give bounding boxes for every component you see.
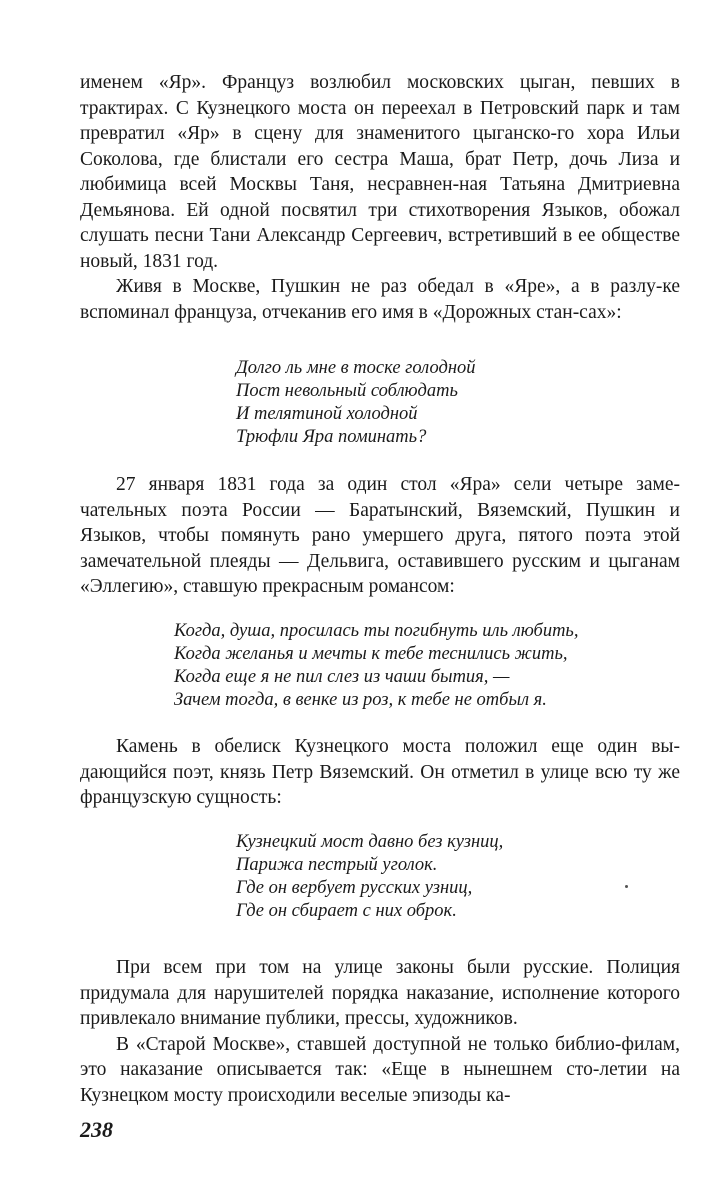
verse-line: Кузнецкий мост давно без кузниц, <box>236 832 504 852</box>
verse-line: Где он сбирает с них оброк. <box>236 901 457 921</box>
scan-speck <box>625 885 628 888</box>
verse-line: Трюфли Яра поминать? <box>236 427 427 447</box>
verse-line: Пост невольный соблюдать <box>236 381 458 401</box>
verse-line: Зачем тогда, в венке из роз, к тебе не отбыл я. <box>174 690 547 710</box>
verse-line: Долго ль мне в тоске голодной <box>236 358 476 378</box>
paragraph: 27 января 1831 года за один стол «Яра» сели четыре заме-чательных поэта России — Баратынский, Вяземский, Пушкин и Языков, чтобы помянуть рано умершего друга, пятого поэта этой замечательной плеяды — Дельвига, оставившего русским и цыганам «Эллегию», ставшую прекрасным романсом: <box>80 474 680 597</box>
paragraph: В «Старой Москве», ставшей доступной не только библио-филам, это наказание описывается так: «Еще в нынешнем сто-летии на Кузнецком мосту происходили веселые эпизоды ка- <box>80 1033 680 1106</box>
prose-block-4 <box>80 955 680 1108</box>
verse-line: Где он вербует русских узниц, <box>236 878 473 898</box>
verse-line: Когда, душа, просилась ты погибнуть иль любить, <box>174 621 579 641</box>
verse-line: Когда еще я не пил слез из чаши бытия, — <box>174 667 510 687</box>
paragraph: Камень в обелиск Кузнецкого моста положил еще один вы-дающийся поэт, князь Петр Вяземский. Он отметил в улице всю ту же французскую сущность: <box>80 736 680 808</box>
paragraph: Живя в Москве, Пушкин не раз обедал в «Яре», а в разлу-ке вспоминал француза, отчеканив его имя в «Дорожных стан-сах»: <box>80 276 680 323</box>
verse-block-2 <box>174 620 578 712</box>
verse-line: Парижа пестрый уголок. <box>236 855 438 875</box>
prose-block-2 <box>80 472 680 600</box>
verse-block-3 <box>236 831 503 923</box>
paragraph: именем «Яр». Француз возлюбил московских цыган, певших в трактирах. С Кузнецкого моста он переехал в Петровский парк и там превратил «Яр» в сцену для знаменитого цыганско-го хора Ильи Соколова, где блистали его сестра Маша, брат Петр, дочь Лиза и любимица всей Москвы Таня, несравнен-ная Татьяна Дмитриевна Демьянова. Ей одной посвятил три стихотворения Языков, обожал слушать песни Тани Александр Сергеевич, встретивший в ее обществе новый, 1831 год. <box>80 72 680 272</box>
verse-line: И телятиной холодной <box>236 404 418 424</box>
page-number: 238 <box>80 1117 113 1142</box>
verse-block-1 <box>236 357 476 449</box>
prose-block-3 <box>80 734 680 811</box>
verse-line: Когда желанья и мечты к тебе теснились жить, <box>174 644 568 664</box>
prose-block-1 <box>80 70 680 325</box>
paragraph: При всем при том на улице законы были русские. Полиция придумала для нарушителей порядка наказание, исполнение которого привлекало внимание публики, прессы, художников. <box>80 957 680 1029</box>
